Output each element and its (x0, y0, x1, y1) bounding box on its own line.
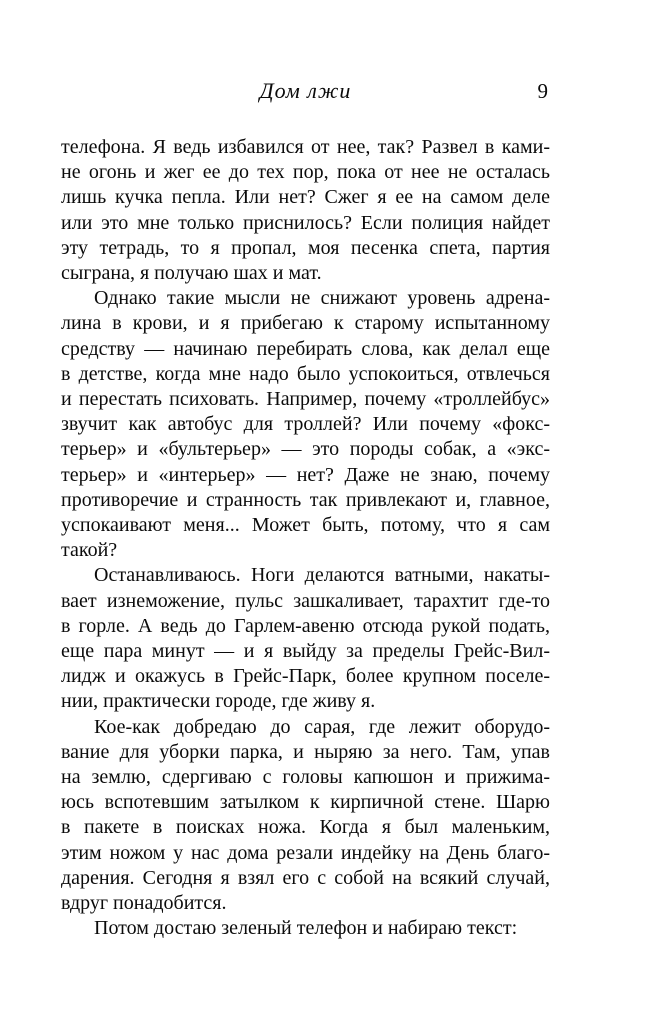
text-line: вание для уборки парка, и ныряю за него. Там, упав (61, 740, 550, 763)
text-line: не огонь и жег ее до тех пор, пока от нее не осталась (61, 161, 550, 184)
text-line: телефона. Я ведь избавился от нее, так? Развел в ками- (61, 136, 550, 158)
text-line: и перестать психовать. Например, почему «троллейбус» (61, 388, 550, 411)
text-line: Однако такие мысли не снижают уровень адрена- (94, 287, 550, 310)
paragraph (61, 563, 550, 714)
text-line: лишь кучка пепла. Или нет? Сжег я ее на самом деле (61, 186, 550, 209)
text-line: еще пара минут — и я выйду за пределы Грейс-Вил- (61, 640, 550, 663)
page-body (61, 135, 550, 942)
running-title: Дом лжи (259, 78, 352, 103)
paragraph (61, 916, 550, 941)
text-line: сыграна, я получаю шах и мат. (61, 262, 322, 285)
paragraph (61, 135, 550, 286)
text-line: Кое-как добредаю до сарая, где лежит оборудо- (94, 715, 550, 738)
text-line: нии, практически городе, где живу я. (61, 690, 376, 713)
text-line: в детстве, когда мне надо было успокоиться, отвлечься (61, 362, 550, 385)
text-line: звучит как автобус для троллей? Или почему «фокс- (61, 413, 550, 436)
page-header (61, 78, 550, 104)
text-line: на землю, сдергиваю с головы капюшон и прижима- (61, 766, 550, 789)
text-line: юсь вспотевшим затылком к кирпичной стене. Шарю (61, 791, 550, 814)
text-line: дарения. Сегодня я взял его с собой на всякий случай, (61, 866, 550, 889)
text-line: противоречие и странность так привлекают и, главное, (61, 488, 550, 511)
text-line: в горле. А ведь до Гарлем-авеню отсюда рукой подать, (61, 614, 550, 637)
text-line: в пакете в поисках ножа. Когда я был маленьким, (61, 816, 550, 839)
paragraph (61, 715, 550, 917)
text-line: терьер» и «бультерьер» — это породы собак, а «экс- (61, 438, 550, 461)
text-column (61, 78, 550, 942)
text-line: лидж и окажусь в Грейс-Парк, более крупном поселе- (61, 665, 550, 688)
paragraph (61, 286, 550, 563)
text-line: успокаивают меня... Может быть, потому, что я сам (61, 514, 550, 537)
text-line: или это мне только приснилось? Если полиция найдет (61, 211, 550, 234)
text-line: этим ножом у нас дома резали индейку на День благо- (61, 841, 550, 864)
text-line: Потом достаю зеленый телефон и набираю текст: (94, 917, 518, 940)
text-line: такой? (61, 539, 118, 562)
text-line: Останавливаюсь. Ноги делаются ватными, накаты- (94, 564, 550, 587)
page-number: 9 (537, 79, 548, 103)
text-line: эту тетрадь, то я пропал, моя песенка спета, партия (61, 236, 550, 259)
text-line: средству — начинаю перебирать слова, как делал еще (61, 337, 550, 360)
text-line: лина в крови, и я прибегаю к старому испытанному (61, 312, 550, 335)
text-line: терьер» и «интерьер» — нет? Даже не знаю, почему (61, 463, 550, 486)
text-line: вает изнеможение, пульс зашкаливает, тарахтит где-то (61, 589, 550, 612)
text-line: вдруг понадобится. (61, 892, 227, 915)
